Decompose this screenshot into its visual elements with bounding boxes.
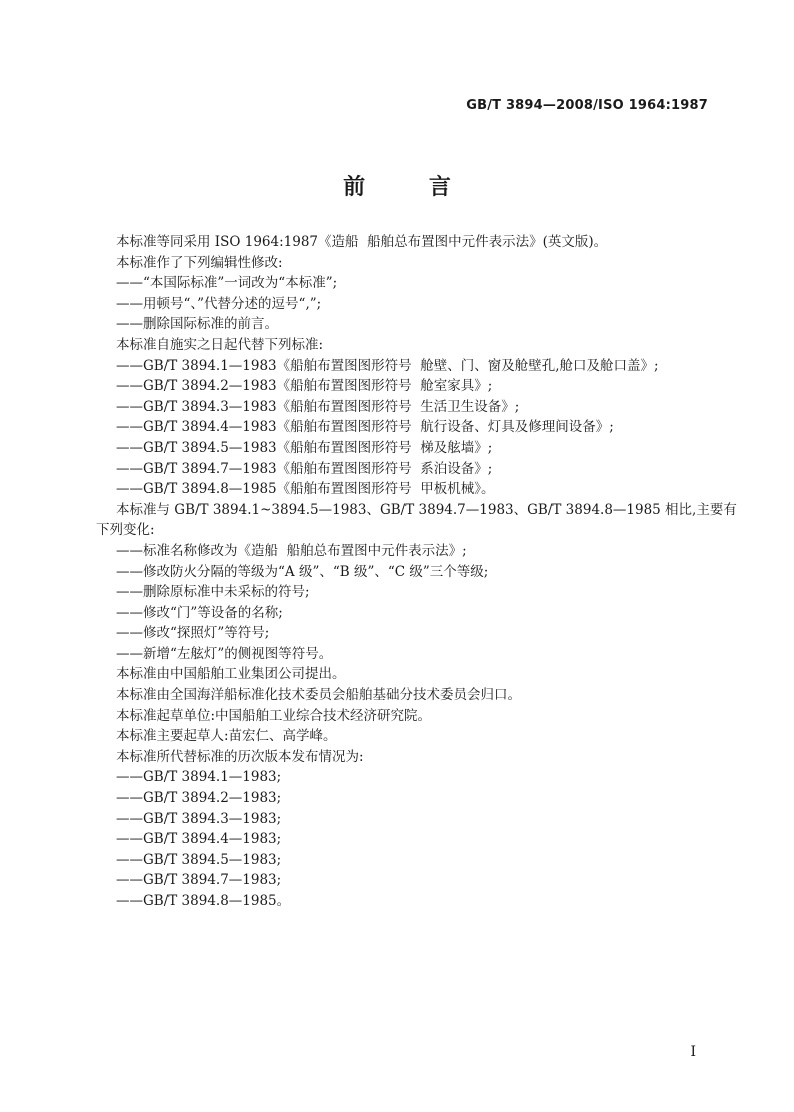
list-item: ——GB/T 3894.1—1983《船舶布置图图形符号 舱壁、门、窗及舱壁孔,舱口及舱口盖》; [116, 357, 659, 374]
paragraph-history-intro: 本标准所代替标准的历次版本发布情况为: [116, 748, 364, 765]
list-item: ——标准名称修改为《造船 船舶总布置图中元件表示法》; [116, 542, 467, 559]
list-item: ——修改“探照灯”等符号; [116, 625, 270, 642]
paragraph-replaces-intro: 本标准自施实之日起代替下列标准: [116, 336, 324, 353]
standard-number: GB/T 3894—2008/ISO 1964:1987 [466, 98, 708, 113]
list-item: ——GB/T 3894.7—1983《船舶布置图图形符号 系泊设备》; [116, 460, 493, 477]
list-item: ——GB/T 3894.7—1983; [116, 872, 282, 889]
page-number: I [690, 1044, 696, 1060]
foreword-body [96, 232, 737, 912]
list-item: ——修改防火分隔的等级为“A 级”、“B 级”、“C 级”三个等级; [116, 563, 489, 580]
paragraph-committee: 本标准由全国海洋船标准化技术委员会船舶基础分技术委员会归口。 [116, 687, 521, 704]
list-item: ——GB/T 3894.4—1983; [116, 831, 282, 848]
paragraph-proposer: 本标准由中国船舶工业集团公司提出。 [116, 666, 346, 683]
list-item: ——新增“左舷灯”的侧视图等符号。 [116, 645, 333, 662]
paragraph-edits-intro: 本标准作了下列编辑性修改: [116, 254, 283, 271]
paragraph-drafters: 本标准主要起草人:苗宏仁、高学峰。 [116, 728, 337, 745]
list-item: ——用顿号“、”代替分述的逗号“,”; [116, 295, 322, 312]
list-item: ——GB/T 3894.5—1983《船舶布置图图形符号 梯及舷墙》; [116, 439, 493, 456]
list-item: ——GB/T 3894.5—1983; [116, 851, 282, 868]
list-item: ——删除原标准中未采标的符号; [116, 584, 310, 601]
list-item: ——GB/T 3894.4—1983《船舶布置图图形符号 航行设备、灯具及修理间设备》; [116, 419, 614, 436]
list-item: ——“本国际标准”一词改为“本标准”; [116, 275, 338, 292]
paragraph-comparison: 本标准与 GB/T 3894.1~3894.5—1983、GB/T 3894.7—1983、GB/T 3894.8—1985 相比,主要有 [116, 501, 737, 518]
list-item: ——GB/T 3894.2—1983《船舶布置图图形符号 舱室家具》; [116, 378, 493, 395]
list-item: ——GB/T 3894.2—1983; [116, 790, 282, 807]
list-item: ——GB/T 3894.3—1983《船舶布置图图形符号 生活卫生设备》; [116, 398, 520, 415]
list-item: ——GB/T 3894.8—1985《船舶布置图图形符号 甲板机械》。 [116, 481, 495, 498]
list-item: ——删除国际标准的前言。 [116, 316, 278, 333]
list-item: ——GB/T 3894.8—1985。 [116, 893, 291, 909]
paragraph-comparison-continued: 下列变化: [96, 522, 155, 539]
paragraph-adoption: 本标准等同采用 ISO 1964:1987《造船 船舶总布置图中元件表示法》(英文版)。 [116, 234, 608, 250]
list-item: ——GB/T 3894.1—1983; [116, 769, 282, 786]
paragraph-drafting-unit: 本标准起草单位:中国船舶工业综合技术经济研究院。 [116, 707, 432, 724]
page-title: 前 言 [343, 175, 479, 200]
list-item: ——修改“门”等设备的名称; [116, 604, 283, 621]
list-item: ——GB/T 3894.3—1983; [116, 810, 282, 827]
